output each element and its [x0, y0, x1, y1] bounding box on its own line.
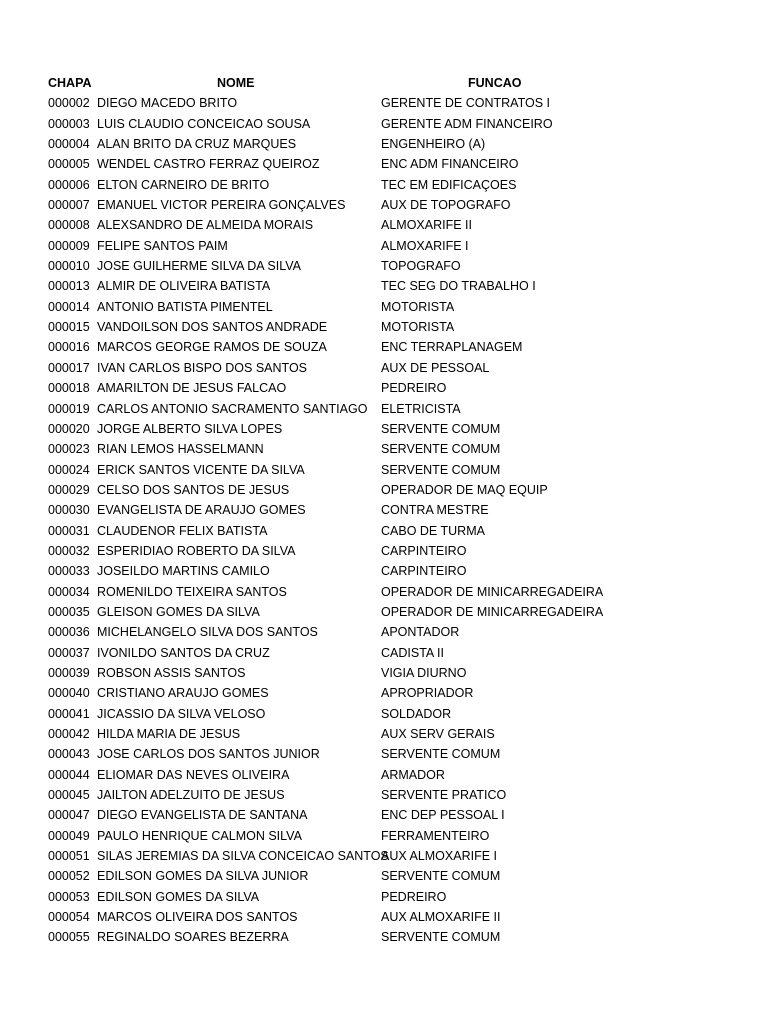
employee-table: [0, 73, 768, 948]
cell-nome: ESPERIDIAO ROBERTO DA SILVA: [97, 543, 296, 558]
cell-funcao: OPERADOR DE MINICARREGADEIRA: [381, 584, 604, 599]
cell-funcao: AUX SERV GERAIS: [381, 727, 495, 741]
cell-chapa: 000055: [48, 930, 90, 945]
cell-nome: ELIOMAR DAS NEVES OLIVEIRA: [97, 767, 290, 782]
cell-nome: JOSEILDO MARTINS CAMILO: [97, 564, 270, 579]
cell-nome: RIAN LEMOS HASSELMANN: [97, 442, 264, 457]
cell-chapa: 000054: [48, 910, 90, 925]
cell-chapa: 000024: [48, 462, 90, 477]
cell-chapa: 000033: [48, 564, 90, 579]
cell-nome: MARCOS OLIVEIRA DOS SANTOS: [97, 910, 298, 925]
column-header-nome: NOME: [217, 76, 255, 90]
table-row: [0, 439, 768, 459]
cell-funcao: SERVENTE PRATICO: [381, 788, 507, 803]
table-row: [0, 602, 768, 622]
table-row: [0, 134, 768, 154]
cell-chapa: 000047: [48, 808, 90, 823]
cell-chapa: 000020: [48, 421, 90, 436]
table-row: [0, 114, 768, 134]
table-row: [0, 724, 768, 744]
cell-chapa: 000017: [48, 360, 90, 375]
table-row: [0, 480, 768, 500]
cell-funcao: ENC TERRAPLANAGEM: [381, 340, 523, 355]
cell-funcao: GERENTE ADM FINANCEIRO: [381, 116, 553, 131]
cell-chapa: 000053: [48, 889, 90, 904]
cell-funcao: TOPOGRAFO: [381, 259, 461, 274]
cell-chapa: 000008: [48, 218, 90, 233]
cell-nome: AMARILTON DE JESUS FALCAO: [97, 381, 287, 396]
cell-chapa: 000043: [48, 747, 90, 762]
cell-chapa: 000016: [48, 340, 90, 355]
cell-funcao: ENC ADM FINANCEIRO: [381, 157, 519, 172]
cell-funcao: ALMOXARIFE I: [381, 238, 469, 253]
table-row: [0, 378, 768, 398]
cell-nome: JORGE ALBERTO SILVA LOPES: [97, 421, 283, 436]
cell-chapa: 000009: [48, 238, 90, 253]
cell-nome: EMANUEL VICTOR PEREIRA GONÇALVES: [97, 198, 346, 213]
table-row: [0, 195, 768, 215]
cell-funcao: CARPINTEIRO: [381, 543, 467, 558]
cell-chapa: 000005: [48, 157, 90, 172]
cell-chapa: 000036: [48, 625, 90, 640]
cell-chapa: 000042: [48, 727, 90, 741]
cell-nome: ALMIR DE OLIVEIRA BATISTA: [97, 279, 271, 294]
cell-nome: JOSE CARLOS DOS SANTOS JUNIOR: [97, 747, 320, 762]
cell-chapa: 000023: [48, 442, 90, 457]
cell-chapa: 000041: [48, 706, 90, 721]
cell-nome: FELIPE SANTOS PAIM: [97, 238, 228, 253]
cell-nome: JOSE GUILHERME SILVA DA SILVA: [97, 259, 302, 274]
cell-chapa: 000007: [48, 198, 90, 213]
table-row: [0, 785, 768, 805]
cell-nome: EDILSON GOMES DA SILVA JUNIOR: [97, 869, 309, 884]
cell-funcao: FERRAMENTEIRO: [381, 828, 490, 843]
cell-chapa: 000019: [48, 401, 90, 416]
cell-chapa: 000013: [48, 279, 90, 294]
cell-nome: ROMENILDO TEIXEIRA SANTOS: [97, 584, 287, 599]
cell-chapa: 000052: [48, 869, 90, 884]
cell-funcao: AUX DE PESSOAL: [381, 360, 490, 375]
cell-chapa: 000029: [48, 482, 90, 497]
table-row: [0, 236, 768, 256]
cell-nome: SILAS JEREMIAS DA SILVA CONCEICAO SANTOS: [97, 849, 389, 864]
cell-chapa: 000035: [48, 604, 90, 619]
cell-nome: EVANGELISTA DE ARAUJO GOMES: [97, 503, 306, 518]
cell-nome: GLEISON GOMES DA SILVA: [97, 604, 260, 619]
cell-nome: DIEGO MACEDO BRITO: [97, 96, 238, 111]
table-row: [0, 704, 768, 724]
cell-chapa: 000034: [48, 584, 90, 599]
table-row: [0, 317, 768, 337]
cell-chapa: 000049: [48, 828, 90, 843]
table-row: [0, 399, 768, 419]
cell-funcao: OPERADOR DE MAQ EQUIP: [381, 482, 548, 497]
cell-funcao: ELETRICISTA: [381, 401, 461, 416]
cell-funcao: ENGENHEIRO (A): [381, 137, 486, 152]
table-row: [0, 541, 768, 561]
cell-chapa: 000040: [48, 686, 90, 701]
cell-funcao: MOTORISTA: [381, 320, 455, 335]
cell-funcao: PEDREIRO: [381, 381, 447, 396]
cell-funcao: SERVENTE COMUM: [381, 930, 501, 945]
cell-nome: ALAN BRITO DA CRUZ MARQUES: [97, 137, 297, 152]
cell-chapa: 000032: [48, 543, 90, 558]
cell-funcao: ARMADOR: [381, 767, 445, 782]
cell-funcao: SERVENTE COMUM: [381, 747, 501, 762]
cell-funcao: CABO DE TURMA: [381, 523, 485, 538]
cell-chapa: 000004: [48, 137, 90, 152]
cell-funcao: APROPRIADOR: [381, 686, 474, 701]
cell-funcao: TEC SEG DO TRABALHO I: [381, 279, 536, 294]
cell-nome: ALEXSANDRO DE ALMEIDA MORAIS: [97, 218, 314, 233]
cell-chapa: 000030: [48, 503, 90, 518]
table-row: [0, 887, 768, 907]
column-header-funcao: FUNCAO: [468, 76, 522, 90]
cell-nome: MICHELANGELO SILVA DOS SANTOS: [97, 625, 318, 640]
cell-chapa: 000002: [48, 96, 90, 111]
column-header-chapa: CHAPA: [48, 76, 92, 90]
cell-nome: HILDA MARIA DE JESUS: [97, 727, 241, 741]
table-row: [0, 358, 768, 378]
table-row: [0, 643, 768, 663]
table-row: [0, 866, 768, 886]
table-row: [0, 256, 768, 276]
table-row: [0, 419, 768, 439]
table-row: [0, 500, 768, 520]
cell-nome: CLAUDENOR FELIX BATISTA: [97, 523, 268, 538]
cell-nome: CARLOS ANTONIO SACRAMENTO SANTIAGO: [97, 401, 368, 416]
cell-funcao: SERVENTE COMUM: [381, 442, 501, 457]
table-row: [0, 175, 768, 195]
table-row: [0, 276, 768, 296]
cell-chapa: 000051: [48, 849, 90, 864]
cell-funcao: ALMOXARIFE II: [381, 218, 472, 233]
table-row: [0, 744, 768, 764]
table-row: [0, 582, 768, 602]
table-row: [0, 663, 768, 683]
cell-chapa: 000014: [48, 299, 90, 314]
cell-nome: DIEGO EVANGELISTA DE SANTANA: [97, 808, 308, 823]
cell-nome: EDILSON GOMES DA SILVA: [97, 889, 260, 904]
cell-funcao: CONTRA MESTRE: [381, 503, 489, 518]
cell-funcao: OPERADOR DE MINICARREGADEIRA: [381, 604, 604, 619]
table-row: [0, 846, 768, 866]
cell-nome: IVAN CARLOS BISPO DOS SANTOS: [97, 360, 308, 375]
cell-funcao: TEC EM EDIFICAÇOES: [381, 177, 517, 192]
table-row: [0, 765, 768, 785]
table-row: [0, 521, 768, 541]
cell-chapa: 000031: [48, 523, 90, 538]
cell-funcao: ENC DEP PESSOAL I: [381, 808, 505, 823]
cell-funcao: APONTADOR: [381, 625, 460, 640]
cell-funcao: SOLDADOR: [381, 706, 452, 721]
cell-funcao: CADISTA II: [381, 645, 444, 660]
table-header-row: [0, 73, 768, 93]
table-row: [0, 215, 768, 235]
cell-nome: JICASSIO DA SILVA VELOSO: [97, 706, 266, 721]
cell-funcao: PEDREIRO: [381, 889, 447, 904]
cell-chapa: 000003: [48, 116, 90, 131]
cell-nome: ROBSON ASSIS SANTOS: [97, 665, 246, 680]
cell-funcao: CARPINTEIRO: [381, 564, 467, 579]
cell-nome: IVONILDO SANTOS DA CRUZ: [97, 645, 270, 660]
table-row: [0, 907, 768, 927]
table-row: [0, 826, 768, 846]
table-row: [0, 297, 768, 317]
cell-nome: WENDEL CASTRO FERRAZ QUEIROZ: [97, 157, 320, 172]
cell-chapa: 000045: [48, 788, 90, 803]
cell-chapa: 000015: [48, 320, 90, 335]
cell-nome: LUIS CLAUDIO CONCEICAO SOUSA: [97, 116, 311, 131]
cell-funcao: MOTORISTA: [381, 299, 455, 314]
table-row: [0, 154, 768, 174]
table-row: [0, 622, 768, 642]
cell-funcao: AUX DE TOPOGRAFO: [381, 198, 511, 213]
table-row: [0, 805, 768, 825]
cell-nome: REGINALDO SOARES BEZERRA: [97, 930, 289, 945]
cell-chapa: 000037: [48, 645, 90, 660]
table-row: [0, 561, 768, 581]
cell-funcao: SERVENTE COMUM: [381, 462, 501, 477]
cell-funcao: VIGIA DIURNO: [381, 665, 467, 680]
cell-chapa: 000044: [48, 767, 90, 782]
cell-funcao: SERVENTE COMUM: [381, 869, 501, 884]
cell-chapa: 000018: [48, 381, 90, 396]
table-row: [0, 683, 768, 703]
table-row: [0, 337, 768, 357]
cell-funcao: AUX ALMOXARIFE II: [381, 910, 501, 925]
cell-nome: VANDOILSON DOS SANTOS ANDRADE: [97, 320, 328, 335]
cell-nome: ELTON CARNEIRO DE BRITO: [97, 177, 270, 192]
cell-chapa: 000039: [48, 665, 90, 680]
table-row: [0, 93, 768, 113]
cell-chapa: 000006: [48, 177, 90, 192]
cell-nome: ERICK SANTOS VICENTE DA SILVA: [97, 462, 305, 477]
cell-nome: MARCOS GEORGE RAMOS DE SOUZA: [97, 340, 327, 355]
table-row: [0, 460, 768, 480]
cell-nome: CELSO DOS SANTOS DE JESUS: [97, 482, 290, 497]
cell-nome: ANTONIO BATISTA PIMENTEL: [97, 299, 273, 314]
cell-nome: JAILTON ADELZUITO DE JESUS: [97, 788, 285, 803]
cell-funcao: GERENTE DE CONTRATOS I: [381, 96, 551, 111]
cell-nome: PAULO HENRIQUE CALMON SILVA: [97, 828, 302, 843]
table-row: [0, 927, 768, 947]
table-body: [0, 93, 768, 947]
cell-nome: CRISTIANO ARAUJO GOMES: [97, 686, 269, 701]
cell-chapa: 000010: [48, 259, 90, 274]
cell-funcao: SERVENTE COMUM: [381, 421, 501, 436]
cell-funcao: AUX ALMOXARIFE I: [381, 849, 498, 864]
